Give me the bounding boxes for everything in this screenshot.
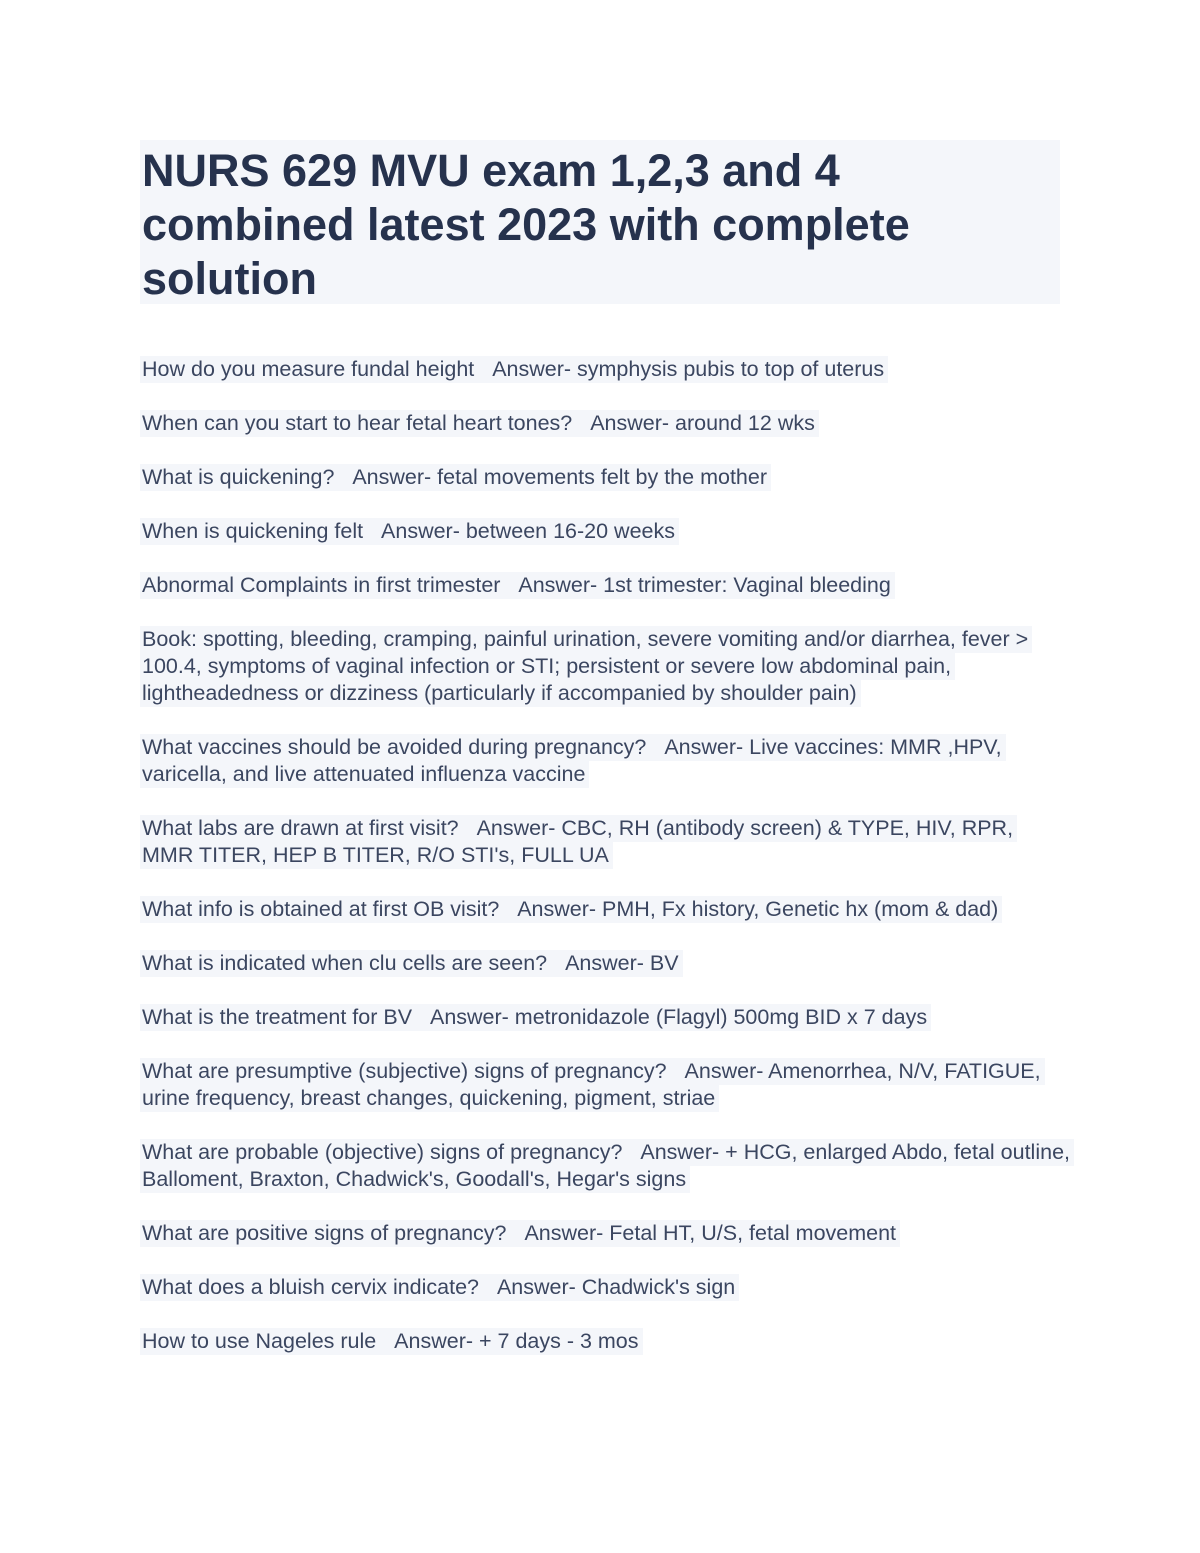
- answer-text: Answer- around 12 wks: [590, 411, 815, 435]
- document-title: NURS 629 MVU exam 1,2,3 and 4 combined latest 2023 with complete solution: [142, 145, 910, 304]
- qa-item: [140, 950, 1070, 977]
- answer-text: Answer- BV: [565, 951, 679, 975]
- answer-text: Answer- Chadwick's sign: [496, 1275, 736, 1299]
- question-text: What is the treatment for BV: [142, 1005, 413, 1029]
- qa-item: [140, 1058, 1070, 1112]
- qa-item: [140, 734, 1070, 788]
- qa-item: [140, 896, 1070, 923]
- question-text: What labs are drawn at first visit?: [142, 816, 459, 840]
- answer-text: Answer- symphysis pubis to top of uterus: [492, 357, 885, 381]
- answer-text: Answer- CBC, RH (antibody screen) & TYPE, HIV, RPR, MMR TITER, HEP B TITER, R/O STI's, FULL UA: [142, 816, 1014, 867]
- qa-item: [140, 464, 1070, 491]
- qa-item: [140, 410, 1070, 437]
- qa-item: [140, 518, 1070, 545]
- qa-item: [140, 356, 1070, 383]
- question-text: What is indicated when clu cells are seen?: [142, 951, 548, 975]
- answer-text: Answer- Amenorrhea, N/V, FATIGUE, urine frequency, breast changes, quickening, pigment, striae: [142, 1059, 1041, 1110]
- qa-item-book-note: [140, 626, 1070, 707]
- question-text: What is quickening?: [142, 465, 335, 489]
- book-note-text: Book: spotting, bleeding, cramping, painful urination, severe vomiting and/or diarrhea, fever > 100.4, symptoms of vaginal infection or STI; persistent or severe low abdominal pain, lightheadedness or dizziness (particularly if accompanied by shoulder pain): [142, 627, 1029, 705]
- answer-text: Answer- 1st trimester: Vaginal bleeding: [518, 573, 891, 597]
- qa-item: [140, 1274, 1070, 1301]
- title-block: [140, 140, 1060, 304]
- answer-text: Answer- fetal movements felt by the mother: [352, 465, 767, 489]
- question-text: What are presumptive (subjective) signs of pregnancy?: [142, 1059, 667, 1083]
- question-text: What are probable (objective) signs of pregnancy?: [142, 1140, 623, 1164]
- qa-list: [140, 356, 1070, 1382]
- question-text: How do you measure fundal height: [142, 357, 475, 381]
- qa-item: [140, 815, 1070, 869]
- qa-item: [140, 1004, 1070, 1031]
- answer-text: Answer- between 16-20 weeks: [381, 519, 676, 543]
- qa-item: [140, 1328, 1070, 1355]
- question-text: Abnormal Complaints in first trimester: [142, 573, 501, 597]
- question-text: What does a bluish cervix indicate?: [142, 1275, 480, 1299]
- answer-text: Answer- PMH, Fx history, Genetic hx (mom & dad): [517, 897, 999, 921]
- answer-text: Answer- Live vaccines: MMR ,HPV, varicella, and live attenuated influenza vaccine: [142, 735, 1002, 786]
- question-text: When is quickening felt: [142, 519, 364, 543]
- answer-text: Answer- metronidazole (Flagyl) 500mg BID x 7 days: [429, 1005, 928, 1029]
- question-text: What vaccines should be avoided during pregnancy?: [142, 735, 647, 759]
- question-text: What info is obtained at first OB visit?: [142, 897, 500, 921]
- qa-item: [140, 1139, 1070, 1193]
- question-text: How to use Nageles rule: [142, 1329, 377, 1353]
- question-text: When can you start to hear fetal heart tones?: [142, 411, 573, 435]
- question-text: What are positive signs of pregnancy?: [142, 1221, 507, 1245]
- qa-item: [140, 1220, 1070, 1247]
- answer-text: Answer- + HCG, enlarged Abdo, fetal outline, Balloment, Braxton, Chadwick's, Goodall's, Hegar's signs: [142, 1140, 1071, 1191]
- answer-text: Answer- Fetal HT, U/S, fetal movement: [524, 1221, 897, 1245]
- answer-text: Answer- + 7 days - 3 mos: [394, 1329, 639, 1353]
- qa-item: [140, 572, 1070, 599]
